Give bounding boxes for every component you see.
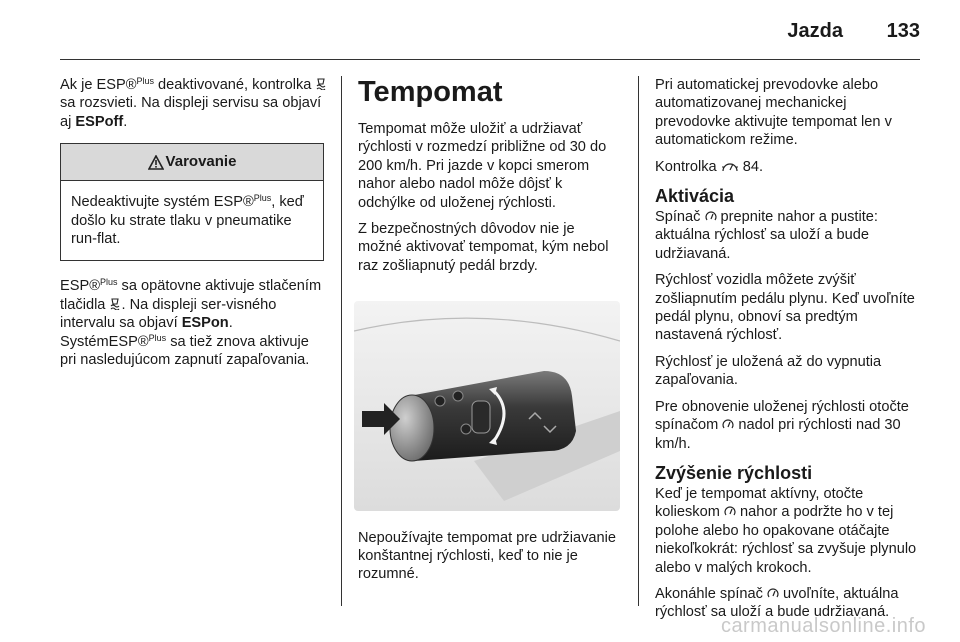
- cruise-control-indicator-icon: [721, 160, 739, 172]
- warning-header: [61, 144, 323, 181]
- watermark: carmanualsonline.info: [720, 615, 926, 637]
- esp-skid-icon: [315, 78, 327, 90]
- cruise-switch-icon: [767, 587, 779, 599]
- tempomat-heading: Tempomat: [358, 76, 503, 108]
- accelerate-text: Rýchlosť vozidla môžete zvýšiť zošliapnutím pedálu plynu. Keď uvoľníte pedál plynu, obnoví sa predtým nastavená rýchlosť.: [655, 272, 915, 344]
- stored-speed-text: Rýchlosť je uložená až do vypnutia zapaľovania.: [655, 353, 882, 389]
- increase-speed-text: Keď je tempomat aktívny, otočte kolieskom nahor a podržte ho v tej polohe alebo ho opakovane otáčajte niekoľkokrát: rýchlosť sa zvyšuje plynulo alebo v malých krokoch.: [655, 485, 917, 576]
- tempomat-safety: Z bezpečnostných dôvodov nie je možné aktivovať tempomat, kým nebol raz zošliapnutý pedál brzdy.: [358, 221, 609, 274]
- esp-on-paragraph: ESP®$^{Plus}$ sa opätovne aktivuje stlačením tlačidla . Na displeji ser-visného intervalu sa objaví ESPon. SystémESP®$^{Plus}$ sa tiež znova aktivuje pri nasledujúcom zapnutí zapaľovania.: [60, 277, 322, 369]
- page-number: 133: [886, 20, 920, 42]
- activation-text: Spínač prepnite nahor a pustite: aktuálna rýchlosť sa uloží a bude udržiavaná.: [655, 209, 878, 262]
- warning-body: Nedeaktivujte systém ESP®$^{Plus}$, keď došlo ku strate tlaku v pneumatike run-flat.: [71, 193, 304, 248]
- page-header: [0, 0, 960, 60]
- column-left: [60, 76, 328, 377]
- column-divider-2: [638, 76, 639, 606]
- tempomat-caution: Nepoužívajte tempomat pre udržiavanie konštantnej rýchlosti, keď to nie je rozumné.: [358, 529, 616, 583]
- warning-title: Varovanie: [165, 153, 237, 171]
- header-rule: [60, 59, 920, 60]
- cruise-switch-icon: [705, 210, 717, 222]
- release-switch-text: Akonáhle spínač uvoľníte, aktuálna rýchlosť sa uloží a bude udržiavaná.: [655, 585, 899, 621]
- esp-off-paragraph: Ak je ESP®$^{Plus}$ deaktivované, kontrolka sa rozsvieti. Na displeji servisu sa objaví aj ESPoff.: [60, 76, 328, 131]
- indicator-reference: Kontrolka 84.: [655, 158, 764, 175]
- activation-heading: Aktivácia: [655, 186, 735, 207]
- increase-speed-heading: Zvýšenie rýchlosti: [655, 462, 813, 483]
- resume-text: Pre obnovenie uloženej rýchlosti otočte spínačom nadol pri rýchlosti nad 30 km/h.: [655, 398, 909, 452]
- cruise-control-stalk-illustration: [354, 301, 620, 511]
- cruise-switch-icon: [722, 418, 734, 430]
- column-divider-1: [341, 76, 342, 606]
- column-middle: [358, 76, 620, 592]
- warning-triangle-icon: [148, 155, 164, 170]
- column-right: [655, 76, 923, 630]
- cruise-switch-icon: [724, 505, 736, 517]
- tempomat-intro: Tempomat môže uložiť a udržiavať rýchlosti v rozmedzí približne od 30 do 200 km/h. Pri jazde v kopci smerom nahor alebo nadol môže dôjsť k odchýlke od uloženej rýchlosti.: [358, 121, 607, 211]
- esp-skid-icon: [109, 298, 121, 310]
- warning-box: [60, 143, 324, 261]
- automatic-gearbox-note: Pri automatickej prevodovke alebo automatizovanej mechanickej prevodovke aktivujte tempomat len v automatickom režime.: [655, 77, 892, 149]
- section-title: Jazda: [787, 20, 843, 42]
